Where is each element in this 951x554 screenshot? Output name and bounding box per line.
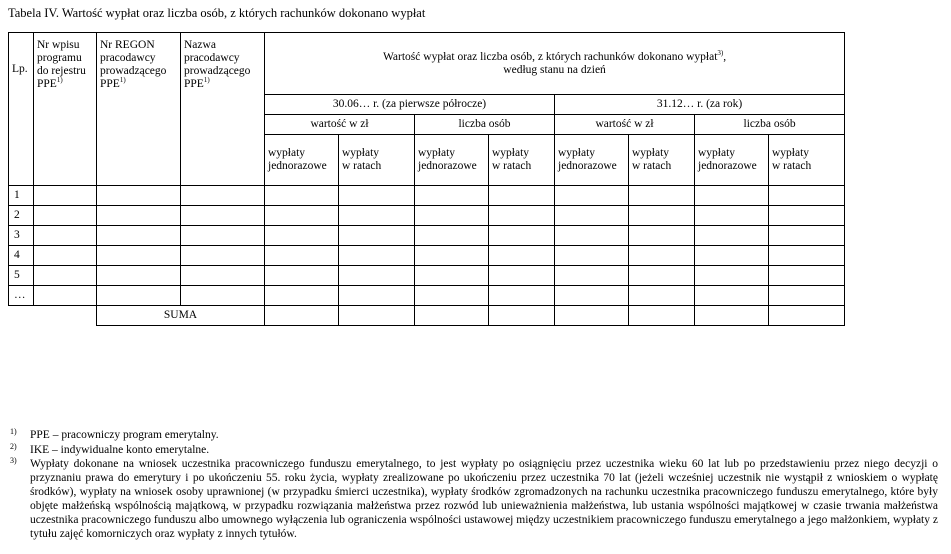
- table-row: [9, 206, 845, 226]
- header-value-1: wartość w zł: [265, 115, 415, 135]
- header-register-number: Nr wpisu programu do rejestru PPE$^{1)}$: [34, 33, 97, 186]
- row-number: 3: [9, 226, 34, 246]
- table-cell: [339, 206, 415, 226]
- table-cell: [695, 266, 769, 286]
- table-cell: [265, 246, 339, 266]
- table-cell: [769, 186, 845, 206]
- table-cell: [265, 226, 339, 246]
- table-row: [9, 286, 845, 306]
- table-row: [9, 246, 845, 266]
- table-cell: [629, 226, 695, 246]
- table-cell: [34, 266, 97, 286]
- header-installments: wypłaty w ratach: [629, 135, 695, 186]
- table-cell: [415, 266, 489, 286]
- sum-row: [9, 306, 845, 326]
- table-row: [9, 186, 845, 206]
- footnote-text: IKE – indywidualne konto emerytalne.: [30, 444, 210, 456]
- table-cell: [339, 286, 415, 306]
- footnote-mark: 3): [10, 456, 17, 465]
- table-cell: [555, 226, 629, 246]
- row-number: …: [9, 286, 34, 306]
- sum-cell: [489, 306, 555, 326]
- table-cell: [181, 186, 265, 206]
- sum-cell: [265, 306, 339, 326]
- header-installments: wypłaty w ratach: [489, 135, 555, 186]
- table-cell: [695, 286, 769, 306]
- row-number: 5: [9, 266, 34, 286]
- table-cell: [181, 266, 265, 286]
- table-cell: [629, 286, 695, 306]
- table-cell: [97, 206, 181, 226]
- table-cell: [181, 226, 265, 246]
- row-number: 1: [9, 186, 34, 206]
- table-cell: [339, 266, 415, 286]
- table-cell: [555, 206, 629, 226]
- table-cell: [629, 246, 695, 266]
- table-cell: [769, 286, 845, 306]
- sum-cell: [695, 306, 769, 326]
- table-cell: [489, 266, 555, 286]
- table-cell: [555, 246, 629, 266]
- table-cell: [265, 206, 339, 226]
- table-cell: [769, 206, 845, 226]
- sum-label: SUMA: [97, 306, 265, 326]
- table-title: Tabela IV. Wartość wypłat oraz liczba osób, z których rachunków dokonano wypłat: [8, 6, 426, 20]
- row-number: 4: [9, 246, 34, 266]
- table-cell: [34, 246, 97, 266]
- header-lp: Lp.: [9, 33, 34, 186]
- table-cell: [489, 226, 555, 246]
- sum-cell: [339, 306, 415, 326]
- header-count-1: liczba osób: [415, 115, 555, 135]
- table-cell: [181, 206, 265, 226]
- table-cell: [339, 226, 415, 246]
- table-cell: [339, 246, 415, 266]
- footnote-text: PPE – pracowniczy program emerytalny.: [30, 429, 219, 441]
- table-cell: [555, 186, 629, 206]
- table-cell: [489, 186, 555, 206]
- sum-cell: [769, 306, 845, 326]
- table-cell: [629, 186, 695, 206]
- table-cell: [695, 186, 769, 206]
- header-count-2: liczba osób: [695, 115, 845, 135]
- table-cell: [415, 186, 489, 206]
- table-cell: [97, 246, 181, 266]
- table-cell: [415, 226, 489, 246]
- header-period-half-year: 30.06… r. (za pierwsze półrocze): [265, 95, 555, 115]
- table-cell: [695, 246, 769, 266]
- header-regon: Nr REGON pracodawcy prowadzącego PPE$^{1)}$: [97, 33, 181, 186]
- table-cell: [555, 286, 629, 306]
- table-cell: [555, 266, 629, 286]
- header-one-time: wypłaty jednorazowe: [415, 135, 489, 186]
- table-cell: [265, 186, 339, 206]
- payouts-table: [8, 32, 845, 326]
- table-cell: [415, 286, 489, 306]
- table-cell: [265, 286, 339, 306]
- table-cell: [695, 226, 769, 246]
- footnote-mark: 2): [10, 442, 17, 451]
- table-cell: [415, 246, 489, 266]
- table-cell: [34, 206, 97, 226]
- row-number: 2: [9, 206, 34, 226]
- table-cell: [97, 286, 181, 306]
- table-row: [9, 266, 845, 286]
- table-cell: [34, 226, 97, 246]
- table-cell: [339, 186, 415, 206]
- table-cell: [489, 246, 555, 266]
- header-one-time: wypłaty jednorazowe: [265, 135, 339, 186]
- table-cell: [769, 266, 845, 286]
- header-one-time: wypłaty jednorazowe: [695, 135, 769, 186]
- footnote-mark: 1): [10, 427, 17, 436]
- table-cell: [489, 286, 555, 306]
- table-cell: [415, 206, 489, 226]
- header-employer-name: Nazwa pracodawcy prowadzącego PPE$^{1)}$: [181, 33, 265, 186]
- sum-spacer: [9, 306, 97, 326]
- header-one-time: wypłaty jednorazowe: [555, 135, 629, 186]
- sum-cell: [555, 306, 629, 326]
- table-cell: [34, 286, 97, 306]
- footnote-text: Wypłaty dokonane na wniosek uczestnika pracowniczego funduszu emerytalnego, to jest wypłaty po osiągnięciu przez uczestnika wieku 60 lat lub po przedstawieniu przez niego decyzji o przyznaniu prawa do emerytury i po ukończeniu 55. roku życia, wypłaty zrealizowane po ukończeniu przez uczestnika 70 lat (jeżeli wcześniej uczestnik nie wystąpił z wnioskiem o wypłatę środków), wypłaty na wniosek osoby uprawnionej (w przypadku śmierci uczestnika), wypłaty środków zgromadzonych na rachunku uczestnika pracowniczego funduszu emerytalnego, które były objęte małżeńską wspólnością majątkową, w przypadku rozwiązania małżeństwa przez rozwód lub unieważnienia małżeństwa, lub ustania wspólności majątkowej w czasie trwania małżeństwa uczestnika pracowniczego funduszu albo umownego wyłączenia lub ograniczenia wspólności ustawowej między uczestnikiem pracowniczego funduszu emerytalnego a jego małżonkiem, wypłaty z tytułu zajęć komorniczych oraz wypłaty z innych tytułów.: [30, 458, 938, 540]
- table-cell: [97, 186, 181, 206]
- table-cell: [97, 226, 181, 246]
- table-cell: [181, 246, 265, 266]
- header-installments: wypłaty w ratach: [769, 135, 845, 186]
- header-value-2: wartość w zł: [555, 115, 695, 135]
- table-cell: [181, 286, 265, 306]
- table-cell: [629, 206, 695, 226]
- table-cell: [695, 206, 769, 226]
- header-period-year: 31.12… r. (za rok): [555, 95, 845, 115]
- sum-cell: [415, 306, 489, 326]
- table-row: [9, 226, 845, 246]
- table-cell: [265, 266, 339, 286]
- header-installments: wypłaty w ratach: [339, 135, 415, 186]
- sum-cell: [629, 306, 695, 326]
- table-cell: [629, 266, 695, 286]
- table-cell: [769, 246, 845, 266]
- header-group-main: Wartość wypłat oraz liczba osób, z których rachunków dokonano wypłat$^{3)}$, według stanu na dzień: [265, 33, 845, 95]
- table-cell: [34, 186, 97, 206]
- table-cell: [769, 226, 845, 246]
- table-cell: [97, 266, 181, 286]
- table-cell: [489, 206, 555, 226]
